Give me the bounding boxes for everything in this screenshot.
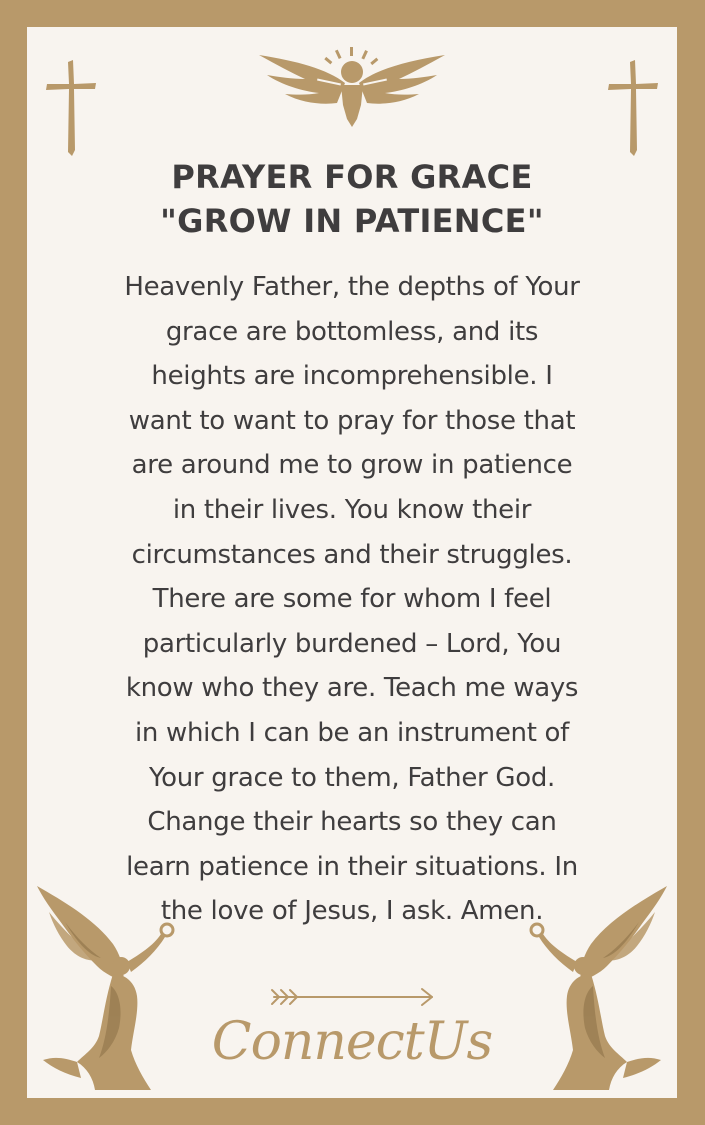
prayer-line: want to want to pray for those that xyxy=(128,405,576,436)
prayer-line: in their lives. You know their xyxy=(172,494,532,525)
title-line-1: PRAYER FOR GRACE xyxy=(171,158,533,196)
arrow-icon xyxy=(270,986,436,1008)
prayer-line: the love of Jesus, I ask. Amen. xyxy=(160,896,544,927)
prayer-line: There are some for whom I feel xyxy=(152,584,552,615)
cross-icon xyxy=(45,60,97,158)
prayer-line: Change their hearts so they can xyxy=(147,807,557,838)
prayer-line: Heavenly Father, the depths of Your xyxy=(124,272,580,302)
prayer-line: particularly burdened – Lord, You xyxy=(142,628,562,659)
page-title xyxy=(27,155,677,243)
prayer-line: heights are incomprehensible. I xyxy=(151,361,553,392)
prayer-line: Your grace to them, Father God. xyxy=(149,762,555,793)
prayer-line: know who they are. Teach me ways xyxy=(125,673,579,704)
prayer-text xyxy=(57,265,647,934)
prayer-line: are around me to grow in patience xyxy=(131,450,573,481)
cross-icon xyxy=(607,60,659,158)
prayer-card xyxy=(27,27,677,1098)
prayer-line: circumstances and their struggles. xyxy=(131,539,573,570)
winged-sun-icon xyxy=(257,47,447,129)
prayer-line: learn patience in their situations. In xyxy=(126,851,578,882)
title-line-2: "GROW IN PATIENCE" xyxy=(160,202,544,240)
brand-logo: ConnectUs xyxy=(211,1012,493,1072)
prayer-line: grace are bottomless, and its xyxy=(165,316,539,347)
prayer-line: in which I can be an instrument of xyxy=(134,717,570,748)
